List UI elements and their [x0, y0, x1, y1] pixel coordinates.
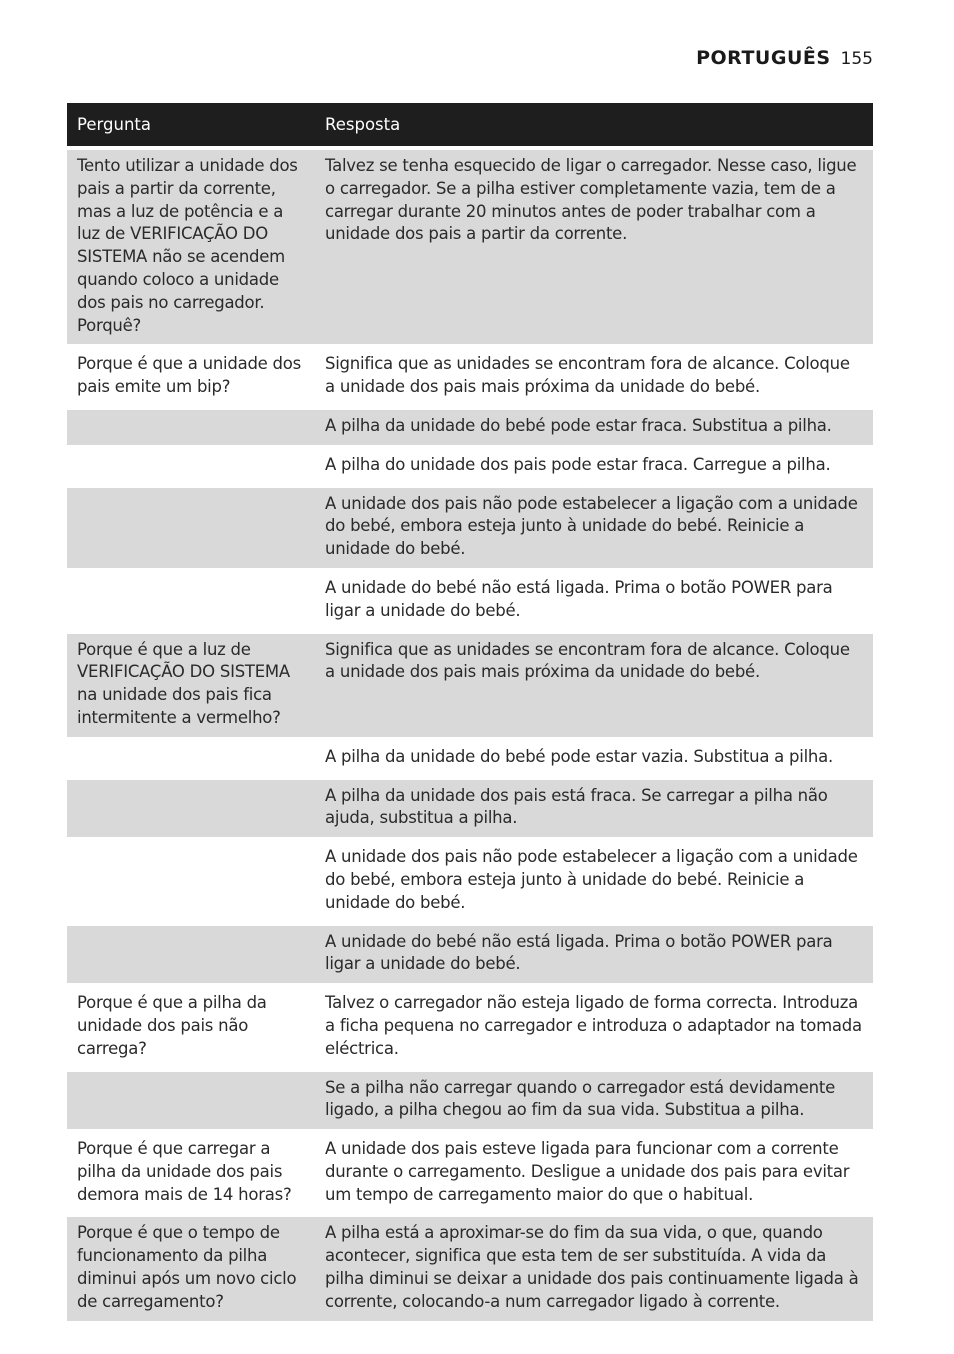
question-cell — [67, 837, 315, 921]
section-language: PORTUGUÊS — [696, 47, 831, 69]
table-row — [67, 776, 873, 838]
question-cell: Tento utilizar a unidade dos pais a partir da corrente, mas a luz de potência e a luz de VERIFICAÇÃO DO SISTEMA não se acendem quando coloco a unidade dos pais no carregador. Porquê? — [67, 146, 315, 344]
answer-cell: Talvez se tenha esquecido de ligar o carregador. Nesse caso, ligue o carregador. Se a pilha estiver completamente vazia, tem de a carregar durante 20 minutos antes de poder trabalhar com a unidade dos pais a partir da corrente. — [315, 146, 873, 344]
table-row — [67, 484, 873, 568]
table-header-row — [67, 103, 873, 146]
table-row — [67, 1129, 873, 1213]
question-cell — [67, 1068, 315, 1130]
table-row — [67, 630, 873, 737]
question-cell: Porque é que a luz de VERIFICAÇÃO DO SISTEMA na unidade dos pais fica intermitente a vermelho? — [67, 630, 315, 737]
answer-cell: A pilha está a aproximar-se do fim da sua vida, o que, quando acontecer, significa que esta tem de ser substituída. A vida da pilha diminui se deixar a unidade dos pais continuamente ligada à corrente, colocando-a num carregador ligado à corrente. — [315, 1213, 873, 1320]
question-cell — [67, 406, 315, 445]
column-header-answer: Resposta — [315, 103, 873, 146]
answer-cell: A unidade do bebé não está ligada. Prima o botão POWER para ligar a unidade do bebé. — [315, 568, 873, 630]
table-row — [67, 922, 873, 984]
troubleshooting-table — [67, 103, 873, 1321]
question-cell: Porque é que carregar a pilha da unidade dos pais demora mais de 14 horas? — [67, 1129, 315, 1213]
table-row — [67, 1213, 873, 1320]
table-row — [67, 406, 873, 445]
page-header — [696, 47, 873, 69]
answer-cell: Talvez o carregador não esteja ligado de forma correcta. Introduza a ficha pequena no carregador e introduza o adaptador na tomada eléctrica. — [315, 983, 873, 1067]
answer-cell: A pilha da unidade do bebé pode estar fraca. Substitua a pilha. — [315, 406, 873, 445]
question-cell — [67, 737, 315, 776]
answer-cell: A unidade dos pais esteve ligada para funcionar com a corrente durante o carregamento. Desligue a unidade dos pais para evitar um tempo de carregamento maior do que o habitual. — [315, 1129, 873, 1213]
question-cell — [67, 484, 315, 568]
question-cell — [67, 922, 315, 984]
answer-cell: A unidade dos pais não pode estabelecer a ligação com a unidade do bebé, embora esteja junto à unidade do bebé. Reinicie a unidade do bebé. — [315, 484, 873, 568]
answer-cell: A unidade do bebé não está ligada. Prima o botão POWER para ligar a unidade do bebé. — [315, 922, 873, 984]
table-row — [67, 983, 873, 1067]
table-row — [67, 344, 873, 406]
question-cell: Porque é que o tempo de funcionamento da pilha diminui após um novo ciclo de carregamento? — [67, 1213, 315, 1320]
answer-cell: A pilha da unidade do bebé pode estar vazia. Substitua a pilha. — [315, 737, 873, 776]
table-row — [67, 837, 873, 921]
answer-cell: Significa que as unidades se encontram fora de alcance. Coloque a unidade dos pais mais próxima da unidade do bebé. — [315, 630, 873, 737]
answer-cell: A pilha da unidade dos pais está fraca. Se carregar a pilha não ajuda, substitua a pilha. — [315, 776, 873, 838]
table-row — [67, 568, 873, 630]
question-cell: Porque é que a pilha da unidade dos pais não carrega? — [67, 983, 315, 1067]
table-row — [67, 737, 873, 776]
question-cell — [67, 776, 315, 838]
table-row — [67, 146, 873, 344]
page-number: 155 — [840, 49, 873, 69]
answer-cell: A unidade dos pais não pode estabelecer a ligação com a unidade do bebé, embora esteja junto à unidade do bebé. Reinicie a unidade do bebé. — [315, 837, 873, 921]
answer-cell: Significa que as unidades se encontram fora de alcance. Coloque a unidade dos pais mais próxima da unidade do bebé. — [315, 344, 873, 406]
question-cell: Porque é que a unidade dos pais emite um bip? — [67, 344, 315, 406]
question-cell — [67, 568, 315, 630]
column-header-question: Pergunta — [67, 103, 315, 146]
table-row — [67, 1068, 873, 1130]
answer-cell: Se a pilha não carregar quando o carregador está devidamente ligado, a pilha chegou ao fim da sua vida. Substitua a pilha. — [315, 1068, 873, 1130]
table-row — [67, 445, 873, 484]
answer-cell: A pilha do unidade dos pais pode estar fraca. Carregue a pilha. — [315, 445, 873, 484]
question-cell — [67, 445, 315, 484]
